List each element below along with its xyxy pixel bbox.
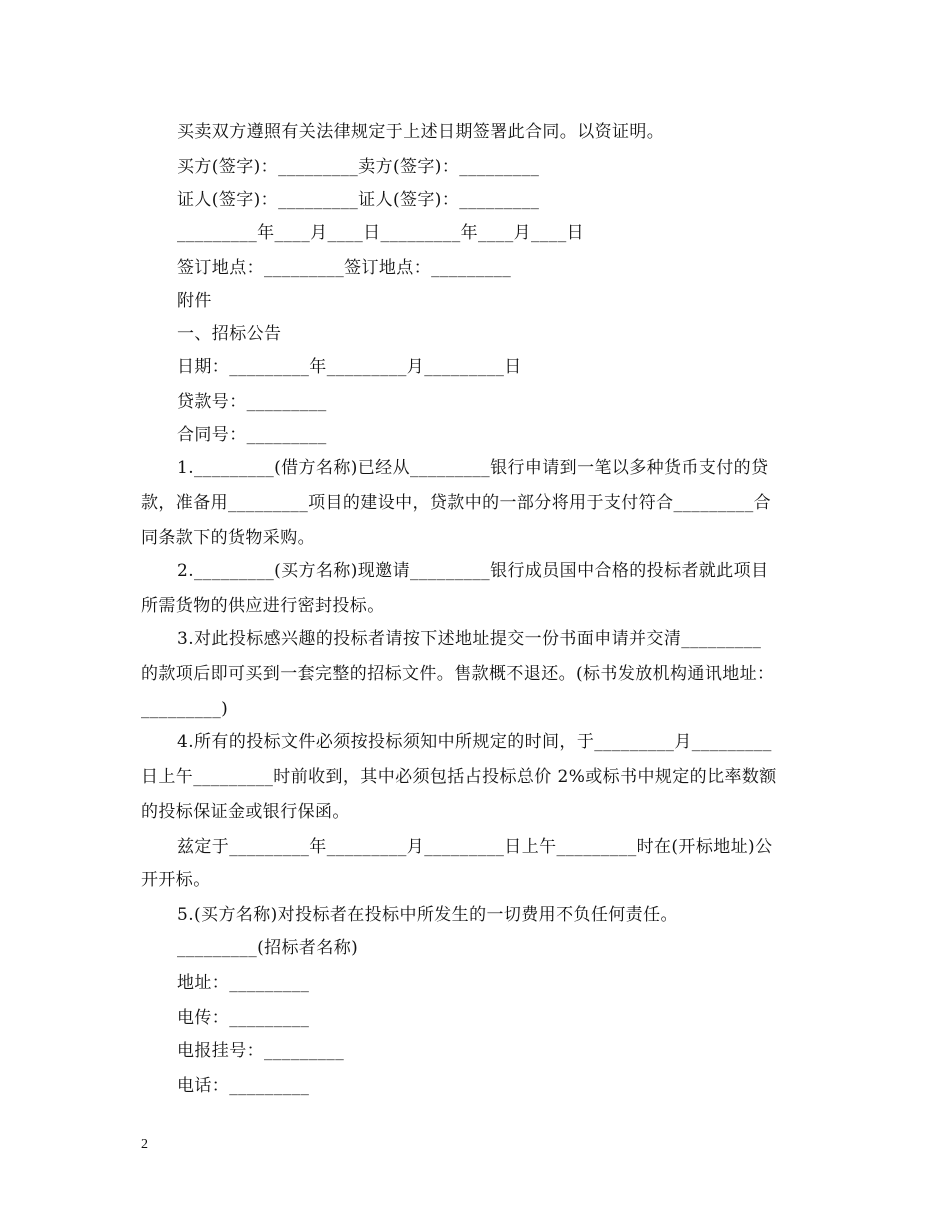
opening-line-2: 开开标。 bbox=[141, 870, 211, 890]
closing-statement: 买卖双方遵照有关法律规定于上述日期签署此合同。以资证明。 bbox=[177, 122, 665, 142]
paragraph-1-line-2: 款，准备用_________项目的建设中，贷款中的一部分将用于支付符合_________合 bbox=[141, 493, 771, 513]
paragraph-2-line-1: 2._________(买方名称)现邀请_________银行成员国中合格的投标者就此项目 bbox=[177, 561, 769, 581]
telephone-field: 电话：_________ bbox=[177, 1076, 310, 1096]
paragraph-4-line-2: 日上午_________时前收到，其中必须包括占投标总价 2%或标书中规定的比率数额 bbox=[141, 767, 777, 787]
notice-date: 日期：_________年_________月_________日 bbox=[177, 357, 522, 377]
paragraph-3-line-2: 的款项后即可买到一套完整的招标文件。售款概不退还。(标书发放机构通讯地址： bbox=[141, 664, 775, 684]
paragraph-1-line-3: 同条款下的货物采购。 bbox=[141, 528, 315, 548]
paragraph-3-line-1: 3.对此投标感兴趣的投标者请按下述地址提交一份书面申请并交清_________ bbox=[177, 629, 762, 649]
paragraph-5: 5.(买方名称)对投标者在投标中所发生的一切费用不负任何责任。 bbox=[177, 905, 678, 925]
buyer-seller-signature: 买方(签字)：_________卖方(签字)：_________ bbox=[177, 157, 540, 177]
page-number: 2 bbox=[141, 1137, 148, 1152]
telex-field: 电传：_________ bbox=[177, 1008, 310, 1028]
address-field: 地址：_________ bbox=[177, 973, 310, 993]
paragraph-4-line-1: 4.所有的投标文件必须按投标须知中所规定的时间，于_________月_________ bbox=[177, 732, 772, 752]
contract-number: 合同号：_________ bbox=[177, 425, 327, 445]
paragraph-2-line-2: 所需货物的供应进行密封投标。 bbox=[141, 596, 385, 616]
signing-place: 签订地点：_________签订地点：_________ bbox=[177, 258, 512, 278]
paragraph-4-line-3: 的投标保证金或银行保函。 bbox=[141, 802, 350, 822]
tenderer-name: _________(招标者名称) bbox=[177, 938, 359, 958]
witness-signature: 证人(签字)：_________证人(签字)：_________ bbox=[177, 190, 540, 210]
paragraph-1-line-1: 1._________(借方名称)已经从_________银行申请到一笔以多种货币支付的贷 bbox=[177, 458, 769, 478]
cable-address-field: 电报挂号：_________ bbox=[177, 1041, 345, 1061]
opening-line-1: 兹定于_________年_________月_________日上午_________时在(开标地址)公 bbox=[177, 837, 773, 857]
attachment-heading: 附件 bbox=[177, 291, 212, 311]
paragraph-3-line-3: _________) bbox=[141, 699, 229, 719]
tender-notice-heading: 一、招标公告 bbox=[177, 324, 282, 344]
loan-number: 贷款号：_________ bbox=[177, 392, 327, 412]
signing-date: _________年____月____日_________年____月____日 bbox=[177, 223, 584, 243]
